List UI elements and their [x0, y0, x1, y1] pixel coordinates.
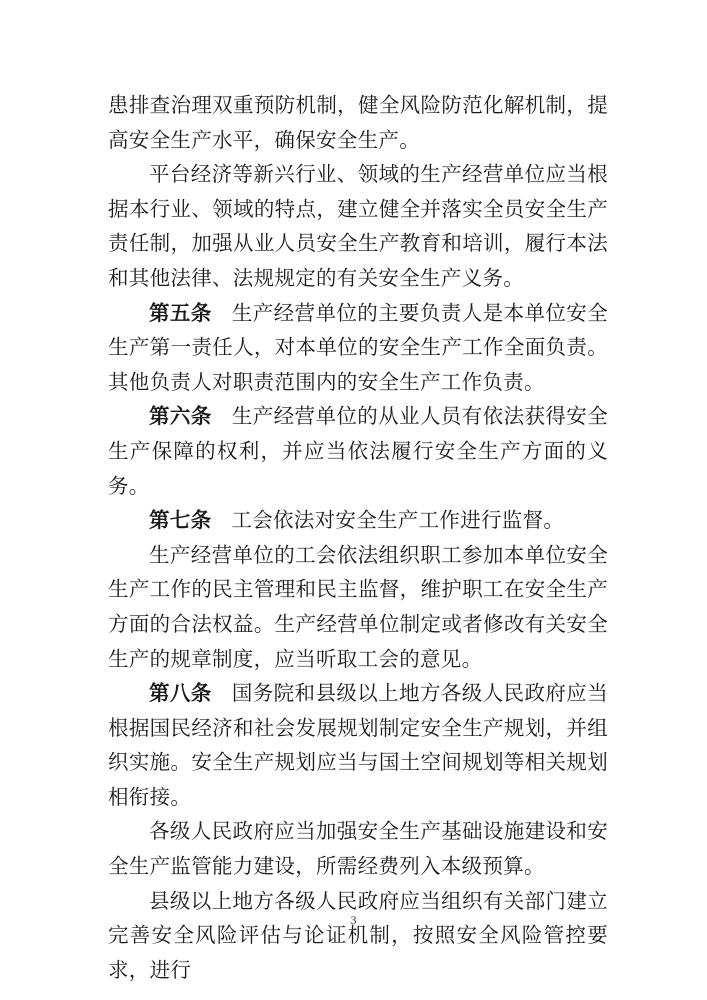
paragraph-text: 县级以上地方各级人民政府应当组织有关部门建立完善安全风险评估与论证机制，按照安全风险管控要求，进行 — [108, 888, 608, 982]
article-heading: 第六条 — [149, 404, 212, 429]
paragraph-text: 工会依法对安全生产工作进行监督。 — [231, 508, 565, 533]
article-6 — [108, 399, 608, 503]
paragraph-risk-assessment — [108, 884, 608, 988]
paragraph-continuation — [108, 88, 608, 157]
paragraph-platform-economy — [108, 157, 608, 295]
paragraph-text: 生产经营单位的工会依法组织职工参加本单位安全生产工作的民主管理和民主监督，维护职工在安全生产方面的合法权益。生产经营单位制定或者修改有关安全生产的规章制度，应当听取工会的意见。 — [108, 542, 608, 671]
paragraph-text: 患排查治理双重预防机制，健全风险防范化解机制，提高安全生产水平，确保安全生产。 — [108, 93, 608, 152]
paragraph-text: 平台经济等新兴行业、领域的生产经营单位应当根据本行业、领域的特点，建立健全并落实全员安全生产责任制，加强从业人员安全生产教育和培训，履行本法和其他法律、法规规定的有关安全生产义务。 — [108, 162, 608, 290]
article-heading: 第七条 — [149, 508, 212, 533]
article-8 — [108, 676, 608, 814]
paragraph-text: 国务院和县级以上地方各级人民政府应当根据国民经济和社会发展规划制定安全生产规划，并组织实施。安全生产规划应当与国土空间规划等相关规划相衔接。 — [108, 681, 608, 809]
paragraph-trade-union — [108, 538, 608, 676]
paragraph-text: 生产经营单位的主要负责人是本单位安全生产第一责任人，对本单位的安全生产工作全面负责。其他负责人对职责范围内的安全生产工作负责。 — [108, 300, 608, 394]
article-5 — [108, 296, 608, 400]
document-body — [108, 88, 608, 987]
paragraph-text: 各级人民政府应当加强安全生产基础设施建设和安全生产监管能力建设，所需经费列入本级预算。 — [108, 819, 608, 879]
paragraph-budget — [108, 814, 608, 883]
paragraph-text: 生产经营单位的从业人员有依法获得安全生产保障的权利，并应当依法履行安全生产方面的义务。 — [108, 404, 608, 498]
article-heading: 第五条 — [149, 300, 212, 325]
article-7 — [108, 503, 608, 538]
page-number: 3 — [350, 913, 357, 927]
article-heading: 第八条 — [149, 681, 212, 706]
